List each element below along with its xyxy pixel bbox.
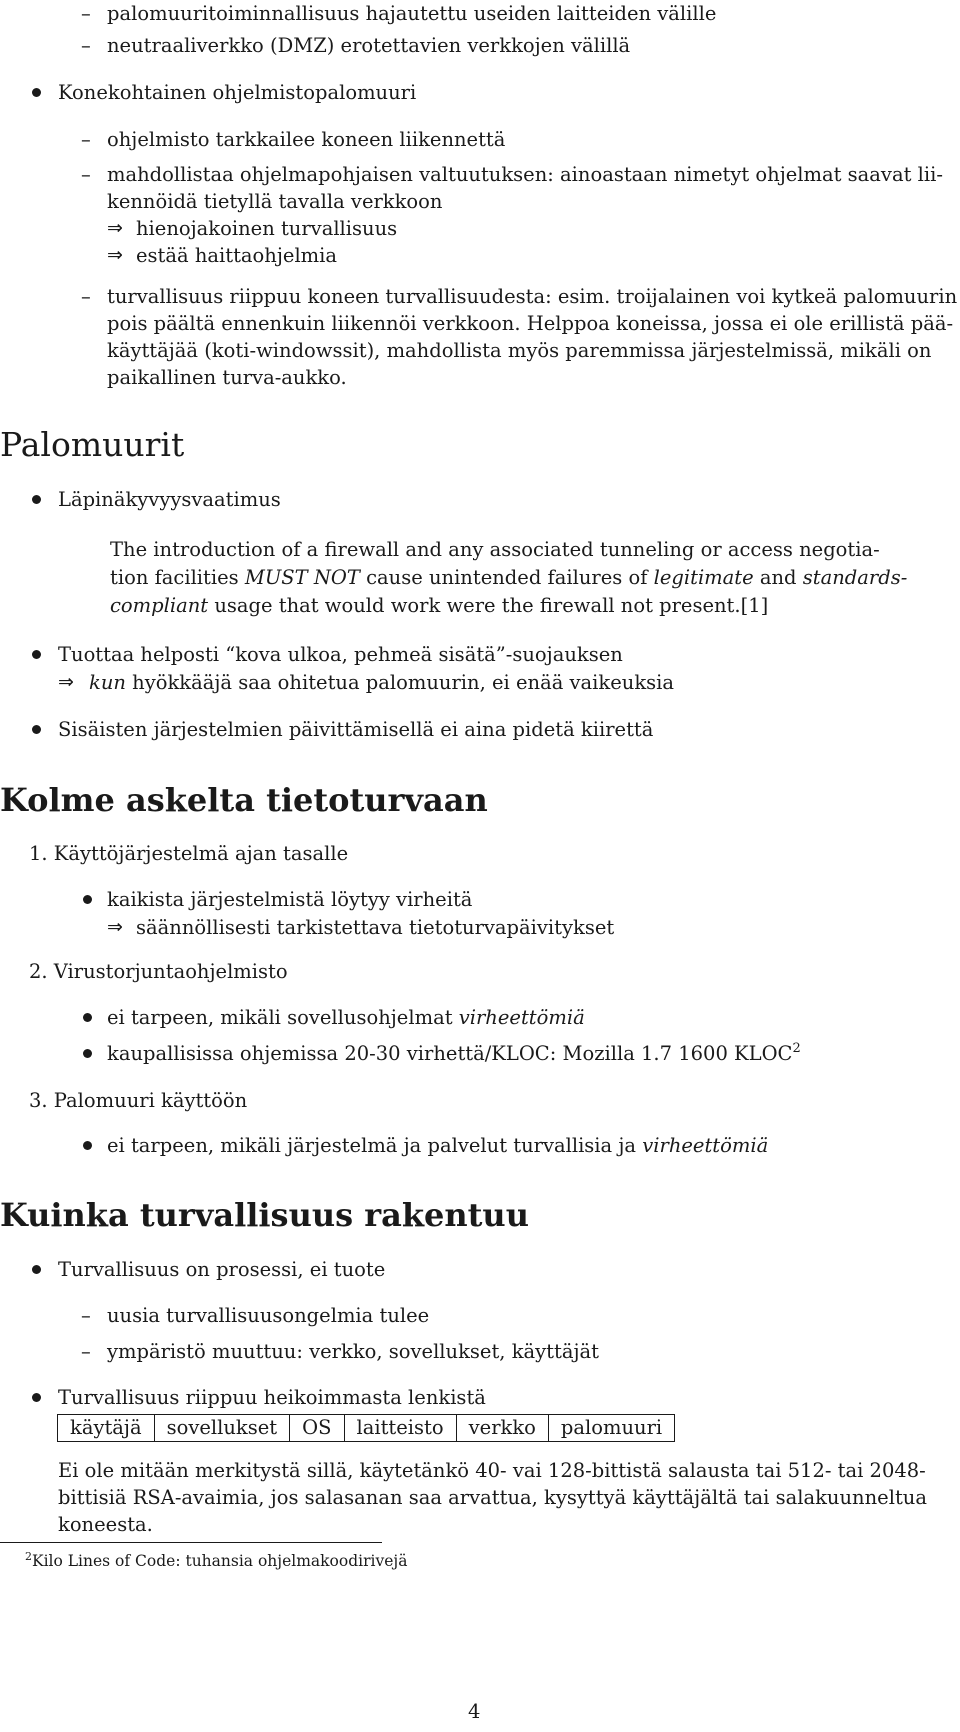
bullet-text: kaupallisissa ohjemissa 20-30 virhettä/KLOC: Mozilla 1.7 1600 KLOC$^2$ — [107, 1041, 801, 1065]
dash-marker: – — [81, 285, 91, 308]
bullet-text: kaikista järjestelmistä löytyy virheitä — [107, 888, 473, 911]
bullet-icon — [32, 1393, 41, 1402]
dash-marker: – — [81, 2, 91, 25]
bullet-text: Konekohtainen ohjelmistopalomuuri — [58, 81, 417, 104]
bullet-icon — [83, 1049, 92, 1058]
dash-marker: – — [81, 34, 91, 57]
sub-item-text: kennöidä tietyllä tavalla verkkoon — [107, 190, 443, 213]
sub-item-text: käyttäjää (koti-windowssit), mahdollista myös paremmissa järjestelmissä, mikäli on — [107, 339, 932, 362]
bullet-text: ei tarpeen, mikäli järjestelmä ja palvelut turvallisia ja virheettömiä — [107, 1134, 769, 1157]
arrow-text: säännöllisesti tarkistettava tietoturvapäivitykset — [136, 916, 615, 939]
bullet-text: Tuottaa helposti “kova ulkoa, pehmeä sisätä”-suojauksen — [58, 643, 623, 666]
sub-item-text: ympäristö muuttuu: verkko, sovellukset, käyttäjät — [107, 1340, 599, 1363]
implies-arrow-icon: ⇒ — [107, 244, 123, 266]
sub-item-text: mahdollistaa ohjelmapohjaisen valtuutuksen: ainoastaan nimetyt ohjelmat saavat lii- — [107, 163, 943, 186]
bullet-icon — [32, 495, 41, 504]
bullet-icon — [32, 1265, 41, 1274]
footnote-mark: 2 — [25, 1550, 32, 1563]
section-title: Kuinka turvallisuus rakentuu — [0, 1196, 529, 1234]
chain-cell: laitteisto — [344, 1415, 456, 1442]
bullet-text: Läpinäkyvyysvaatimus — [58, 488, 281, 511]
chain-cell: verkko — [456, 1415, 548, 1442]
implies-arrow-icon: ⇒ — [58, 671, 74, 693]
quote-line: tion facilities MUST NOT cause unintended failures of legitimate and standards- — [110, 566, 908, 589]
sub-item-text: palomuuritoiminnallisuus hajautettu useiden laitteiden välille — [107, 2, 717, 25]
section-title: Kolme askelta tietoturvaan — [0, 781, 488, 819]
quote-line: The introduction of a firewall and any associated tunneling or access negotia- — [110, 538, 880, 561]
arrow-text: kun hyökkääjä saa ohitetua palomuurin, ei enää vaikeuksia — [89, 671, 675, 694]
bullet-icon — [83, 895, 92, 904]
implies-arrow-icon: ⇒ — [107, 916, 123, 938]
sub-item-text: neutraaliverkko (DMZ) erotettavien verkkojen välillä — [107, 34, 631, 57]
bullet-icon — [32, 650, 41, 659]
section-title: Palomuurit — [0, 425, 185, 464]
quote-line: compliant usage that would work were the firewall not present.[1] — [110, 594, 769, 617]
chain-cell: OS — [290, 1415, 344, 1442]
sub-item-text: uusia turvallisuusongelmia tulee — [107, 1304, 430, 1327]
bullet-icon — [83, 1013, 92, 1022]
footnote-text: Kilo Lines of Code: tuhansia ohjelmakoodirivejä — [32, 1552, 408, 1570]
bullet-text: Turvallisuus riippuu heikoimmasta lenkistä — [58, 1386, 486, 1409]
weakest-link-chain — [57, 1414, 675, 1442]
paragraph-line: Ei ole mitään merkitystä sillä, käytetänkö 40- vai 128-bittistä salausta tai 512- tai 2048- — [58, 1459, 926, 1482]
dash-marker: – — [81, 163, 91, 186]
sub-item-text: paikallinen turva-aukko. — [107, 366, 347, 389]
arrow-text: estää haittaohjelmia — [136, 244, 338, 267]
paragraph-line: koneesta. — [58, 1513, 153, 1536]
sub-item-text: pois päältä ennenkuin liikennöi verkkoon. Helppoa koneissa, jossa ei ole erillistä pää- — [107, 312, 954, 335]
dash-marker: – — [81, 1304, 91, 1327]
bullet-icon — [83, 1141, 92, 1150]
bullet-text: ei tarpeen, mikäli sovellusohjelmat virheettömiä — [107, 1006, 585, 1029]
footnote-rule — [0, 1542, 382, 1543]
chain-cell: sovellukset — [154, 1415, 290, 1442]
footnote-mark: 2 — [792, 1041, 801, 1056]
arrow-text: hienojakoinen turvallisuus — [136, 217, 398, 240]
enum-text: 1. Käyttöjärjestelmä ajan tasalle — [29, 842, 349, 865]
bullet-text: Turvallisuus on prosessi, ei tuote — [58, 1258, 386, 1281]
page-number: 4 — [468, 1700, 481, 1723]
enum-text: 3. Palomuuri käyttöön — [29, 1089, 248, 1112]
chain-cell: palomuuri — [548, 1415, 674, 1442]
bullet-icon — [32, 88, 41, 97]
bullet-text: Sisäisten järjestelmien päivittämisellä ei aina pidetä kiirettä — [58, 718, 654, 741]
footnote — [25, 1551, 407, 1571]
sub-item-text: turvallisuus riippuu koneen turvallisuudesta: esim. troijalainen voi kytkeä palomuurin — [107, 285, 958, 308]
enum-text: 2. Virustorjuntaohjelmisto — [29, 960, 288, 983]
dash-marker: – — [81, 128, 91, 151]
sub-item-text: ohjelmisto tarkkailee koneen liikennettä — [107, 128, 506, 151]
bullet-icon — [32, 725, 41, 734]
paragraph-line: bittisiä RSA-avaimia, jos salasanan saa arvattua, kysyttyä käyttäjältä tai salakuunneltua — [58, 1486, 927, 1509]
chain-cell: käytäjä — [58, 1415, 155, 1442]
implies-arrow-icon: ⇒ — [107, 217, 123, 239]
dash-marker: – — [81, 1340, 91, 1363]
